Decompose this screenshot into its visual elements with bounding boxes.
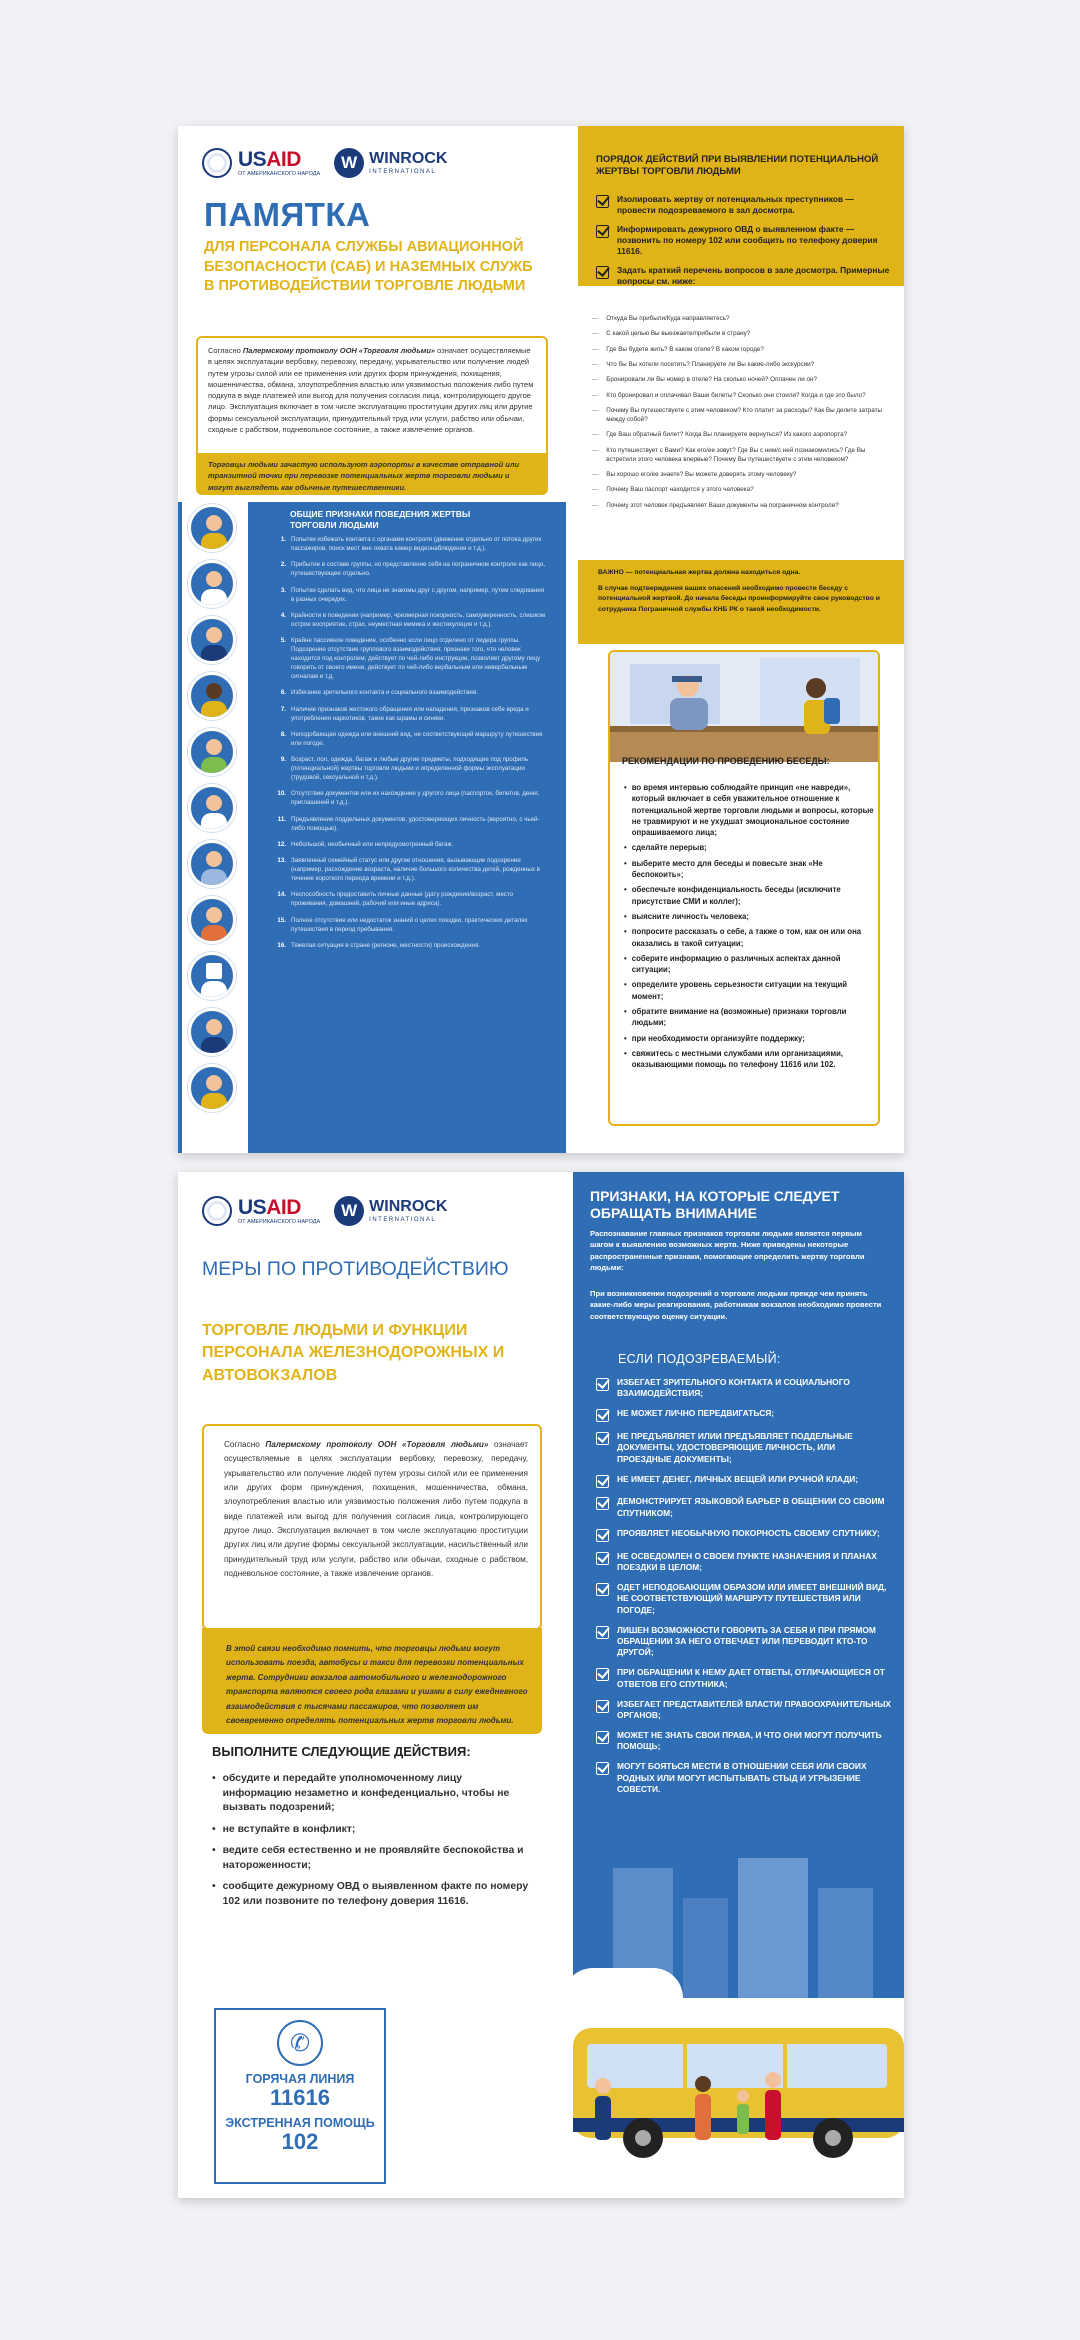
questions-list — [592, 314, 890, 516]
signs-intro-2: При возникновении подозрений о торговле людьми прежде чем принять какие-либо меры реагирования, работникам вокзалов необходимо провести соответствующую оценку ситуации. — [590, 1289, 882, 1321]
suspect-sign-item: ПРОЯВЛЯЕТ НЕОБЫЧНУЮ ПОКОРНОСТЬ СВОЕМУ СПУТНИКУ; — [596, 1528, 892, 1542]
suspect-sign-item: ЛИШЕН ВОЗМОЖНОСТИ ГОВОРИТЬ ЗА СЕБЯ И ПРИ ПРЯМОМ ОБРАЩЕНИИ ЗА НЕГО ОТВЕЧАЕТ ИЛИ ПЕРЕВОДИТ КТО-ТО ДРУГОЙ; — [596, 1625, 892, 1659]
winrock-logo: W WINROCK INTERNATIONAL — [334, 148, 447, 178]
page-title: МЕРЫ ПО ПРОТИВОДЕЙСТВИЮ — [202, 1258, 509, 1280]
recommendation-item: • попросите рассказать о себе, а также о том, как он или она оказались в такой ситуации; — [624, 926, 874, 949]
question-item: — Кто бронировал и оплачивал Ваши билеты? Сколько они стоили? Когда и где это было? — [592, 391, 890, 400]
recommendation-item: • выберите место для беседы и повесьте знак «Не беспокоить»; — [624, 858, 874, 881]
question-item: — Почему этот человек предъявляет Ваши документы на пограничном контроле? — [592, 501, 890, 510]
emergency-label: ЭКСТРЕННАЯ ПОМОЩЬ — [225, 2116, 375, 2131]
page-title: ПАМЯТКА — [204, 196, 371, 233]
person-illustration-icon — [188, 504, 236, 552]
leaflet-airport — [178, 126, 904, 1153]
question-item: — С какой целью Вы выезжаете/прибыли в страну? — [592, 329, 890, 338]
recommendation-item: • соберите информацию о различных аспектах данной ситуации; — [624, 953, 874, 976]
page-subtitle: ДЛЯ ПЕРСОНАЛА СЛУЖБЫ АВИАЦИОННОЙ БЕЗОПАСНОСТИ (САБ) И НАЗЕМНЫХ СЛУЖБ В ПРОТИВОДЕЙСТВИИ ТОРГОВЛЕ ЛЮДЬМИ — [204, 239, 533, 295]
checkbox-icon — [596, 195, 609, 208]
action-item: • не вступайте в конфликт; — [212, 1823, 532, 1838]
checkbox-icon — [596, 1626, 609, 1639]
logo-bar — [202, 1196, 447, 1226]
person-illustration-icon — [188, 784, 236, 832]
sign-item: 14. Неспособность предоставить личные данные (дату рождения/возраст, место проживания, домашний, рабочий или иные адреса). — [277, 891, 514, 908]
definition-box: Согласно Палермскому протоколу ООН «Торговля людьми» означает осуществляемые в целях эксплуатации вербовку, перевозку, передачу, укрывательство или получение людей путем угрозы силой или ее применения или других форм принуждения, похищения, мошенничества, обмана, злоупотребления властью или уязвимостью положения либо путем подкупа в виде платежей или выгод для получения согласия лица, контролирующего другое лицо. Эксплуатация включает в том числе эксплуатацию проституции других лиц или другие формы сексуальной эксплуатации, принудительный труд или услуги, рабство или обычаи, сходные с рабством, подневольное состояние, а также извлечение органов. — [196, 336, 548, 471]
order-title: ПОРЯДОК ДЕЙСТВИЙ ПРИ ВЫЯВЛЕНИИ ПОТЕНЦИАЛЬНОЙ ЖЕРТВЫ ТОРГОВЛИ ЛЮДЬМИ — [596, 154, 879, 178]
person-illustration-icon — [188, 616, 236, 664]
sign-item: 13. Заявленный семейный статус или другие отношения, вызывающие подозрение (например, расхождение возраста, наличие большого количества детей, рожденных в течение короткого периода времени и т.д.). — [277, 857, 540, 883]
actions-title: ВЫПОЛНИТЕ СЛЕДУЮЩИЕ ДЕЙСТВИЯ: — [212, 1744, 471, 1759]
person-illustration-icon — [188, 672, 236, 720]
leaflet-stations — [178, 1172, 904, 2198]
page-subtitle: ТОРГОВЛЕ ЛЮДЬМИ И ФУНКЦИИ ПЕРСОНАЛА ЖЕЛЕЗНОДОРОЖНЫХ И АВТОВОКЗАЛОВ — [202, 1322, 505, 1384]
suspect-sign-item: ДЕМОНСТРИРУЕТ ЯЗЫКОВОЙ БАРЬЕР В ОБЩЕНИИ СО СВОИМ СПУТНИКОМ; — [596, 1496, 892, 1519]
sign-item: 1. Попытки избежать контакта с органами контроля (движение отдельно от потока других пассажиров, поиск мест вне охвата камер видеонаблюдения и т.д.). — [280, 536, 542, 552]
interview-illustration — [610, 652, 878, 762]
sign-item: 7. Наличие признаков жестокого обращения или нападения, признаков себе вреда и употребления наркотиков, такие как шрамы и синяки. — [280, 705, 529, 722]
checkbox-icon — [596, 1497, 609, 1510]
usaid-logo: USAID ОТ АМЕРИКАНСКОГО НАРОДА — [202, 1196, 320, 1226]
sign-item: 5. Крайне пассивное поведение, особенно если лицо отделено от лидера группы. Подозрение отсутствие группового взаимодействия; признаки того, что человек находится под контролем; действует по чей-либо инструкции, позволяет другому лицу говорить от своего имени, действует по чей-либо вербальным или невербальным сигналам и т.д. — [280, 637, 541, 680]
suspect-sign-item: ОДЕТ НЕПОДОБАЮЩИМ ОБРАЗОМ ИЛИ ИМЕЕТ ВНЕШНИЙ ВИД, НЕ СООТВЕТСТВУЮЩИЙ МАРШРУТУ ПУТЕШЕСТВИЯ ИЛИ ПОГОДЕ; — [596, 1582, 892, 1616]
checkbox-icon — [596, 1668, 609, 1681]
recommendation-item: • выясните личность человека; — [624, 911, 874, 922]
sign-item: 4. Крайности в поведении (например, чрезмерная покорность, самоуверенность, слишком острое восприятие, страх, неуместная мимика и жестикуляция и т.д.). — [280, 611, 546, 628]
sign-item: 11. Предъявление поддельных документов, удостоверяющих личность (вероятно, с чьей-либо помощью). — [277, 815, 540, 832]
hotline-number: 11616 — [270, 2085, 330, 2110]
question-item: — Бронировали ли Вы номер в отеле? На сколько ночей? Оплачен ли он? — [592, 375, 890, 384]
sign-item: 10. Отсутствие документов или их нахождение у другого лица (паспорток, билетов, денег, приглашений и т.д.). — [277, 790, 540, 807]
recommendation-item: • во время интервью соблюдайте принцип «не навреди», который включает в себя уважительное отношение к потенциальной жертве торговли людьми и вопросы, которые не травмируют и не ухудшат эмоциональное состояние опрашиваемого лица; — [624, 782, 874, 838]
signs-title: ПРИЗНАКИ, НА КОТОРЫЕ СЛЕДУЕТ ОБРАЩАТЬ ВНИМАНИЕ — [590, 1188, 840, 1221]
suspect-sign-item: МОГУТ БОЯТЬСЯ МЕСТИ В ОТНОШЕНИИ СЕБЯ ИЛИ СВОИХ РОДНЫХ ИЛИ МОГУТ ИСПЫТЫВАТЬ СТЫД И УГРЫЗЕНИЕ СОВЕСТИ. — [596, 1761, 892, 1795]
question-item: — Почему Ваш паспорт находится у этого человека? — [592, 485, 890, 494]
documents-illustration-icon — [188, 952, 236, 1000]
action-item: • ведите себя естественно и не проявляйте беспокойства и натороженности; — [212, 1844, 532, 1873]
recommendation-item: • обратите внимание на (возможные) признаки торговли людьми; — [624, 1006, 874, 1029]
checkbox-icon — [596, 1731, 609, 1744]
sign-item: 2. Прибытие в составе группы, но представление себя на пограничном контроле как лицо, путешествующее отдельно. — [280, 561, 545, 578]
sign-item: 6. Избегание зрительного контакта и социального взаимодействия. — [280, 689, 478, 697]
recommendation-item: • свяжитесь с местными службами или организациями, оказывающими помощь по телефону 11616 или 102. — [624, 1048, 874, 1071]
order-step: Задать краткий перечень вопросов в зале досмотра. Примерные вопросы см. ниже: — [596, 265, 892, 288]
question-item: — Почему Вы путешествуете с этим человеком? Кто платит за расходы? Как Вы делите затраты между собой? — [592, 406, 890, 424]
suspect-sign-item: НЕ ИМЕЕТ ДЕНЕГ, ЛИЧНЫХ ВЕЩЕЙ ИЛИ РУЧНОЙ КЛАДИ; — [596, 1474, 892, 1488]
question-item: — Вы хорошо его/ее знаете? Вы можете доверять этому человеку? — [592, 470, 890, 479]
winrock-mark-icon: W — [334, 148, 364, 178]
suspect-sign-item: НЕ ПРЕДЪЯВЛЯЕТ ИЛИИ ПРЕДЪЯВЛЯЕТ ПОДДЕЛЬНЫЕ ДОКУМЕНТЫ, УДОСТОВЕРЯЮЩИЕ ЛИЧНОСТЬ, ИЛИ ПРОЕЗДНЫЕ ДОКУМЕНТЫ; — [596, 1431, 892, 1465]
sign-item: 15. Полное отсутствие или недостаток знаний о целях поездки, практических деталях путешествия в период пребывания. — [277, 916, 528, 933]
checkbox-icon — [596, 1700, 609, 1713]
person-illustration-icon — [188, 1064, 236, 1112]
suspect-sign-item: НЕ ОСВЕДОМЛЕН О СВОЕМ ПУНКТЕ НАЗНАЧЕНИЯ И ПЛАНАХ ПОЕЗДКИ В ЦЕЛОМ; — [596, 1551, 892, 1574]
definition-box: Согласно Палермскому протоколу ООН «Торговля людьми» означает осуществляемые в целях эксплуатации вербовку, перевозку, передачу, укрывательство или получение людей путем угрозы силой или ее применения или других форм принуждения, похищения, мошенничества, обмана, злоупотребления властью или уязвимостью положения либо путем подкупа в виде платежей или выгод для получения согласия лица, контролирующего другое лицо. Эксплуатация включает в том числе эксплуатацию проституции других лиц или другие формы сексуальной эксплуатации, насильственный или принудительный труд или услуги, рабство или обычаи, сходные с рабством, подневольное состояние, а также извлечение органов. — [202, 1424, 542, 1630]
recommendations-title: РЕКОМЕНДАЦИИ ПО ПРОВЕДЕНИЮ БЕСЕДЫ: — [622, 756, 830, 766]
checkbox-icon — [596, 1432, 609, 1445]
action-item: • обсудите и передайте уполномоченному лицу информацию незаметно и конфеденциально, чтобы не вызвать подозрений; — [212, 1772, 532, 1816]
recommendation-item: • сделайте перерыв; — [624, 842, 874, 853]
suspect-sign-item: НЕ МОЖЕТ ЛИЧНО ПЕРЕДВИГАТЬСЯ; — [596, 1408, 892, 1422]
signs-title: ОБЩИЕ ПРИЗНАКИ ПОВЕДЕНИЯ ЖЕРТВЫ ТОРГОВЛИ ЛЮДЬМИ — [290, 509, 471, 531]
checkbox-icon — [596, 266, 609, 279]
winrock-logo: W WINROCK INTERNATIONAL — [334, 1196, 447, 1226]
person-illustration-icon — [188, 728, 236, 776]
checkbox-icon — [596, 1552, 609, 1565]
winrock-mark-icon: W — [334, 1196, 364, 1226]
question-item: — Откуда Вы прибыли/Куда направляетесь? — [592, 314, 890, 323]
traffickers-note: Торговцы людьми зачастую используют аэропорты в качестве отправной или транзитной точки при перевозке потенциальных жертв торговли людьми и могут выглядеть как обычные путешественники. — [196, 453, 548, 495]
sign-item: 12. Небольшой, необычный или непредусмотренный багаж. — [277, 840, 454, 848]
order-step: Изолировать жертву от потенциальных преступников — провести подозреваемого в зал досмотра. — [596, 194, 892, 217]
checkbox-icon — [596, 1583, 609, 1596]
order-list — [596, 194, 892, 294]
signs-intro: Распознавание главных признаков торговли людьми является первым шагом к выявлению возможных жертв. Ниже приведены некоторые распространенные признаки, помогающие определить жертву торговли людьми: — [590, 1229, 865, 1273]
suspect-sign-item: ИЗБЕГАЕТ ПРЕДСТАВИТЕЛЕЙ ВЛАСТИ/ ПРАВООХРАНИТЕЛЬНЫХ ОРГАНОВ; — [596, 1699, 892, 1722]
checkbox-icon — [596, 1762, 609, 1775]
suspect-sign-item: ИЗБЕГАЕТ ЗРИТЕЛЬНОГО КОНТАКТА И СОЦИАЛЬНОГО ВЗАИМОДЕЙСТВИЯ; — [596, 1377, 892, 1400]
question-item: — Кто путешествует с Вами? Как его/ее зовут? Где Вы с ним/с ней познакомились? Где Вы встретили этого человека впервые? Почему Вы путешествуете с этим человеком? — [592, 446, 890, 464]
sign-item: 8. Неподобающая одежда или внешний вид, не соответствующий маршруту путешествия или погоде. — [280, 730, 543, 747]
sign-item: 9. Возраст, пол, одежда, багаж и любые другие предметы, подходящие под профиль (потенциальной) жертвы торговли людьми и определенной формы эксплуатации (трудовой, сексуальной и т.д.). — [280, 756, 529, 782]
station-note: В этой связи необходимо помнить, что торговцы людьми могут использовать поезда, автобусы и такси для перевозки потенциальных жертв. Сотрудники вокзалов автомобильного и железнодорожного транспорта являются своего рода глазами и ушами в силу ежедневного взаимодействия с тысячами пассажиров, что позволяет им своевременно определять потенциальных жертв торговли людьми. — [202, 1628, 542, 1734]
sign-item: 3. Попытки сделать вид, что лица не знакомы друг с другом, например, путем следования в разных очередях. — [280, 586, 545, 603]
order-step: Информировать дежурного ОВД о выявленном факте — позвонить по номеру 102 или сообщить по телефону доверия 11616. — [596, 224, 892, 258]
recommendations-list — [624, 782, 874, 1075]
person-illustration-icon — [188, 560, 236, 608]
usaid-seal-icon — [202, 148, 232, 178]
checkbox-icon — [596, 1529, 609, 1542]
question-item: — Где Вы будете жить? В каком отеле? В каком городе? — [592, 345, 890, 354]
recommendation-item: • обеспечьте конфиденциальность беседы (исключите присутствие СМИ и коллег); — [624, 884, 874, 907]
checkbox-icon — [596, 1475, 609, 1488]
question-item: — Где Ваш обратный билет? Когда Вы планируете вернуться? Из какого аэропорта? — [592, 430, 890, 439]
suspect-sign-item: ПРИ ОБРАЩЕНИИ К НЕМУ ДАЕТ ОТВЕТЫ, ОТЛИЧАЮЩИЕСЯ ОТ ОТВЕТОВ ЕГО СПУТНИКА; — [596, 1667, 892, 1690]
checkbox-icon — [596, 225, 609, 238]
if-suspect-title: ЕСЛИ ПОДОЗРЕВАЕМЫЙ: — [618, 1352, 781, 1366]
usaid-seal-icon — [202, 1196, 232, 1226]
person-illustration-icon — [188, 1008, 236, 1056]
important-note: ВАЖНО — потенциальная жертва должна находиться одна. В случае подтверждения ваших опасений необходимо провести беседу с потенциальной жертвой. До начала беседы проинформируйте свое руководство и сотрудника Пограничной службы КНБ РК о такой необходимости. — [578, 560, 904, 644]
hotline-box — [214, 2008, 386, 2184]
person-illustration-icon — [188, 840, 236, 888]
usaid-logo: USAID ОТ АМЕРИКАНСКОГО НАРОДА — [202, 148, 320, 178]
signs-list — [274, 536, 546, 958]
action-item: • сообщите дежурному ОВД о выявленном факте по номеру 102 или позвоните по телефону доверия 11616. — [212, 1880, 532, 1909]
hotline-label: ГОРЯЧАЯ ЛИНИЯ — [245, 2072, 355, 2086]
person-illustration-icon — [188, 896, 236, 944]
checkbox-icon — [596, 1409, 609, 1422]
sign-item: 16. Тяжелая ситуация в стране (регионе, местности) происхождения. — [277, 941, 481, 949]
recommendation-item: • определите уровень серьезности ситуации на текущий момент; — [624, 979, 874, 1002]
emergency-number: 102 — [281, 2129, 319, 2155]
checkbox-icon — [596, 1378, 609, 1391]
question-item: — Что бы Вы хотели посетить? Планируете ли Вы какие-либо экскурсии? — [592, 360, 890, 369]
recommendation-item: • при необходимости организуйте поддержку; — [624, 1033, 874, 1044]
actions-list — [212, 1772, 532, 1917]
suspect-sign-item: МОЖЕТ НЕ ЗНАТЬ СВОИ ПРАВА, И ЧТО ОНИ МОГУТ ПОЛУЧИТЬ ПОМОЩЬ; — [596, 1730, 892, 1753]
illustration-column — [182, 502, 248, 1153]
phone-icon: ✆ — [277, 2020, 323, 2066]
bus-station-illustration — [573, 1848, 904, 2198]
logo-bar — [202, 148, 447, 178]
suspect-signs-list — [596, 1377, 892, 1804]
